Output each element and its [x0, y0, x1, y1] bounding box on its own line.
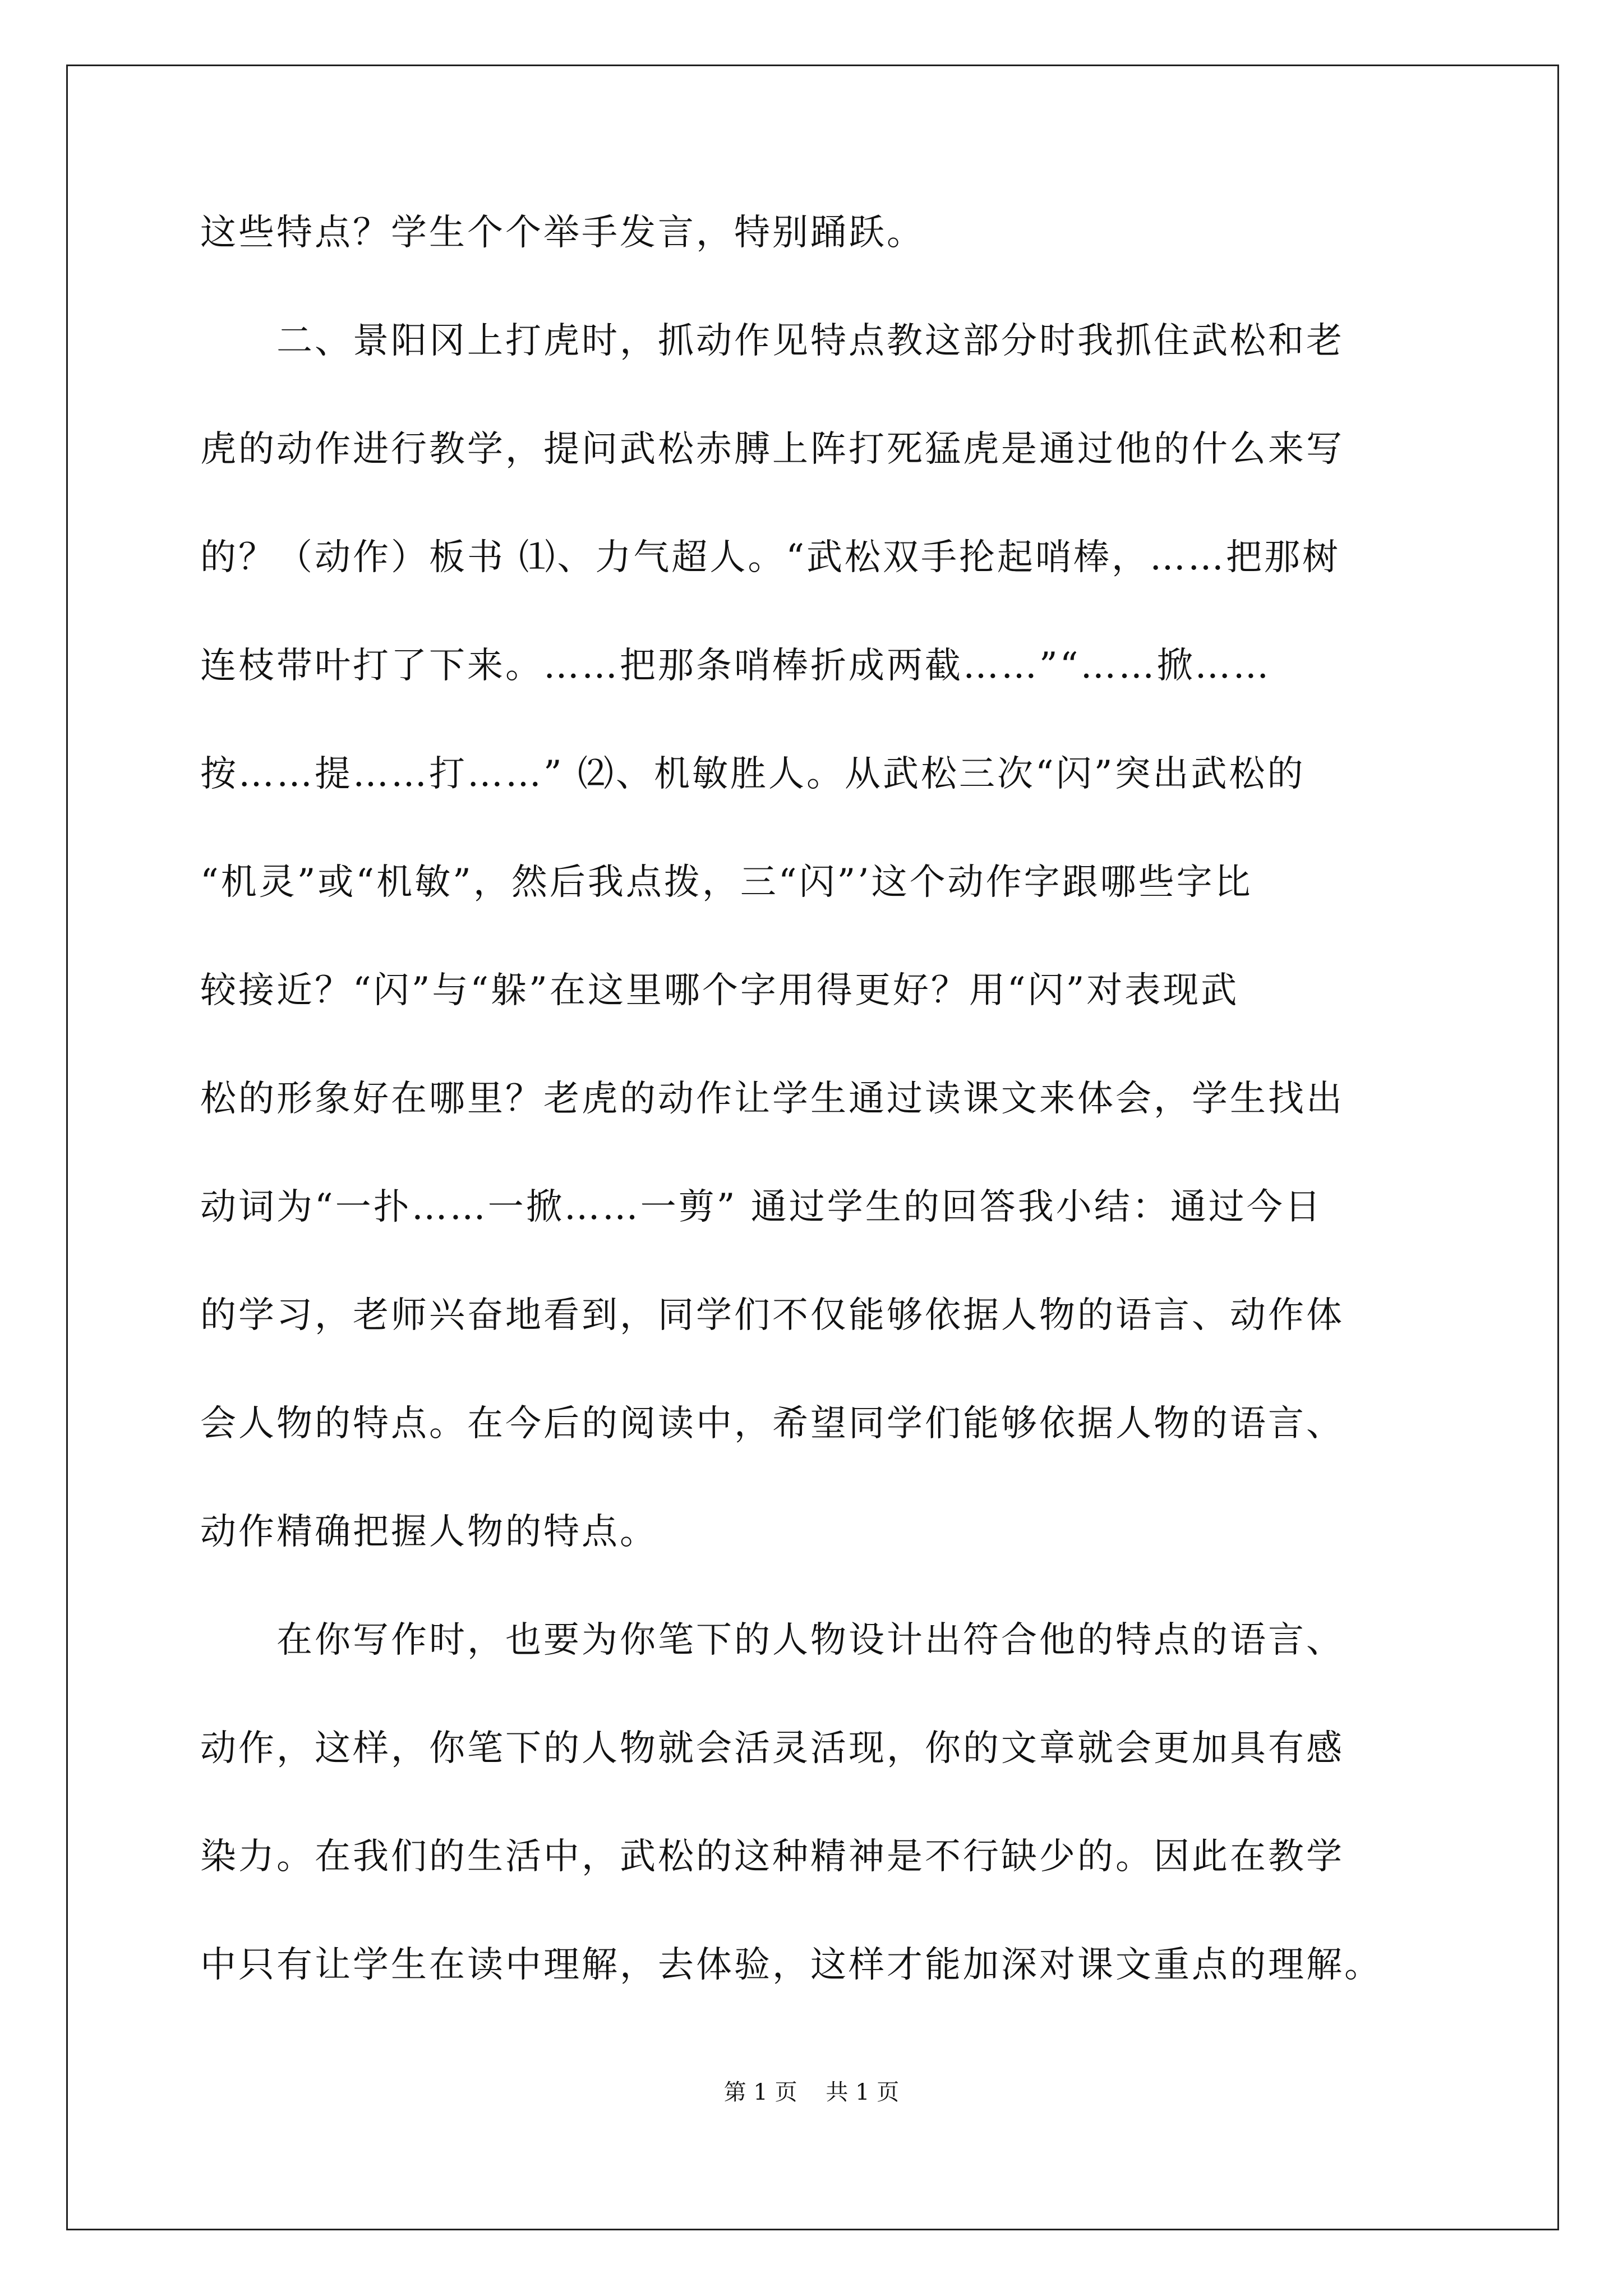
text-line: 的学习，老师兴奋地看到，同学们不仅能够依据人物的语言、动作体: [200, 1295, 1344, 1336]
text-line: 在你写作时，也要为你笔下的人物设计出符合他的特点的语言、: [200, 1619, 1344, 1661]
text-line: 会人物的特点。在今后的阅读中，希望同学们能够依据人物的语言、: [200, 1403, 1344, 1444]
text-line: “机灵”或“机敏”，然后我点拨，三“闪”’这个动作字跟哪些字比: [200, 862, 1253, 903]
text-line: 动作精确把握人物的特点。: [200, 1511, 658, 1553]
text-line: 较接近？“闪”与“躲”在这里哪个字用得更好？用“闪”对表现武: [200, 970, 1239, 1011]
text-line: 虎的动作进行教学，提问武松赤膊上阵打死猛虎是通过他的什么来写: [200, 429, 1344, 470]
page-border: [66, 65, 1559, 2230]
page-number-footer: 第 1 页 共 1 页: [723, 2079, 900, 2105]
text-line: 按……提……打……” ⑵、机敏胜人。从武松三次“闪”突出武松的: [200, 753, 1306, 795]
text-line: 的？（动作）板书 ⑴、力气超人。“武松双手抡起哨棒，……把那树: [200, 537, 1341, 578]
text-line: 染力。在我们的生活中，武松的这种精神是不行缺少的。因此在教学: [200, 1836, 1344, 1878]
text-line: 中只有让学生在读中理解，去体验，这样才能加深对课文重点的理解。: [200, 1944, 1382, 1986]
text-line: 连枝带叶打了下来。……把那条哨棒折成两截……”“……掀……: [200, 645, 1271, 687]
text-line: 动词为“一扑……一掀……一剪” 通过学生的回答我小结：通过今日: [200, 1186, 1323, 1228]
text-line: 松的形象好在哪里？老虎的动作让学生通过读课文来体会，学生找出: [200, 1078, 1344, 1120]
text-line: 二、景阳冈上打虎时，抓动作见特点教这部分时我抓住武松和老: [200, 320, 1344, 362]
text-line: 动作，这样，你笔下的人物就会活灵活现，你的文章就会更加具有感: [200, 1728, 1344, 1769]
text-line: 这些特点？学生个个举手发言，特别踊跃。: [200, 212, 925, 254]
